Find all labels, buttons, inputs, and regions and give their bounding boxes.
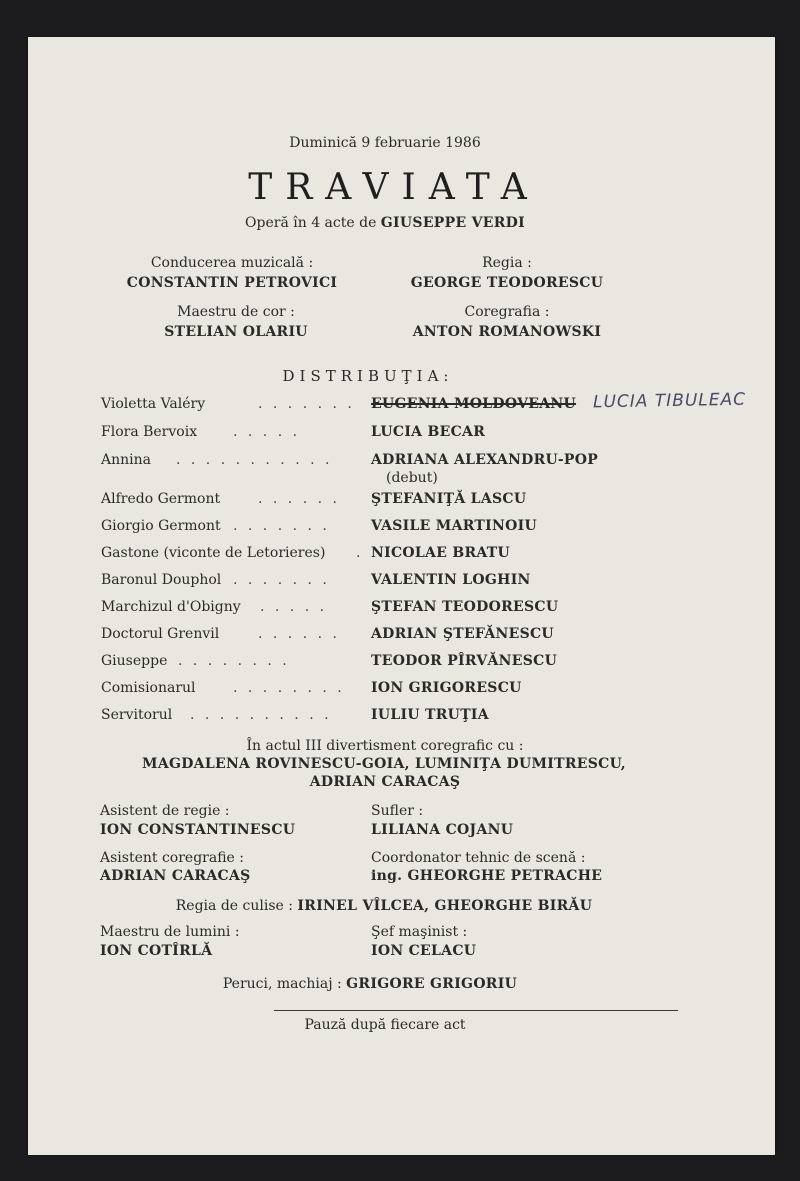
cast-role: Alfredo Germont xyxy=(101,491,221,507)
leader-dots: . . . . . . . xyxy=(233,518,330,534)
leader-dots: . . . . . . . . xyxy=(233,680,345,696)
credit-label: Asistent de regie : xyxy=(100,803,230,819)
credit-label: Coordonator tehnic de scenă : xyxy=(371,850,586,866)
program-sheet xyxy=(28,37,775,1155)
cast-name: ŞTEFAN TEODORESCU xyxy=(371,599,559,615)
cast-name: ADRIANA ALEXANDRU-POP xyxy=(371,452,599,468)
credit-name: ing. GHEORGHE PETRACHE xyxy=(371,868,603,884)
divider-rule xyxy=(274,1010,678,1011)
cast-role: Violetta Valéry xyxy=(101,396,206,412)
divertisment-dancers: MAGDALENA ROVINESCU-GOIA, LUMINIŢA DUMITRESCU, xyxy=(142,756,626,772)
cast-name: NICOLAE BRATU xyxy=(371,545,511,561)
cast-name: IULIU TRUŢIA xyxy=(371,707,489,723)
credit-name: ION CONSTANTINESCU xyxy=(100,822,296,838)
cast-role: Giorgio Germont xyxy=(101,518,221,534)
leader-dots: . . . . . . . . . . . xyxy=(176,452,333,468)
leader-dots: . . . . . . . xyxy=(258,396,355,412)
credit-name: STELIAN OLARIU xyxy=(164,324,308,340)
credit-label: Maestru de lumini : xyxy=(100,924,240,940)
leader-dots: . . . . . . xyxy=(258,491,340,507)
leader-dots: . xyxy=(356,545,364,561)
peruci-name: GRIGORE GRIGORIU xyxy=(346,976,518,992)
credit-name: ION COTÎRLĂ xyxy=(100,943,213,959)
cast-name: ION GRIGORESCU xyxy=(371,680,522,696)
leader-dots: . . . . . xyxy=(260,599,328,615)
cast-name: VALENTIN LOGHIN xyxy=(371,572,531,588)
cast-role: Baronul Douphol xyxy=(101,572,222,588)
credit-name: LILIANA COJANU xyxy=(371,822,514,838)
credit-name: ADRIAN CARACAŞ xyxy=(100,868,251,884)
cast-name: VASILE MARTINOIU xyxy=(371,518,537,534)
subtitle-prefix: Operă în 4 acte de xyxy=(245,215,381,231)
performance-date: Duminică 9 februarie 1986 xyxy=(289,135,481,151)
cast-role: Flora Bervoix xyxy=(101,424,198,440)
debut-note: (debut) xyxy=(386,470,438,486)
cast-name: TEODOR PÎRVĂNESCU xyxy=(371,653,558,669)
cast-role: Comisionarul xyxy=(101,680,196,696)
divertisment-dancers: ADRIAN CARACAŞ xyxy=(309,774,461,790)
leader-dots: . . . . . . . . . . xyxy=(190,707,332,723)
cast-role: Servitorul xyxy=(101,707,173,723)
leader-dots: . . . . . . . . xyxy=(178,653,290,669)
leader-dots: . . . . . xyxy=(233,424,301,440)
credit-label: Sufler : xyxy=(371,803,424,819)
credit-label: Maestru de cor : xyxy=(177,304,295,320)
leader-dots: . . . . . . xyxy=(258,626,340,642)
cast-role: Gastone (viconte de Letorieres) xyxy=(101,545,326,561)
peruci-machiaj xyxy=(223,976,517,992)
credit-name: ANTON ROMANOWSKI xyxy=(412,324,602,340)
credit-name: CONSTANTIN PETROVICI xyxy=(126,275,338,291)
cast-role: Marchizul d'Obigny xyxy=(101,599,241,615)
cast-role: Giuseppe xyxy=(101,653,168,669)
cast-name-struck: EUGENIA MOLDOVEANU xyxy=(371,396,577,412)
composer-name: GIUSEPPE VERDI xyxy=(380,215,525,231)
handwritten-replacement: LUCIA TIBULEAC xyxy=(592,389,747,413)
credit-label: Asistent coregrafie : xyxy=(100,850,244,866)
divertisment-intro: În actul III divertisment coregrafic cu : xyxy=(246,738,524,754)
credit-label: Şef maşinist : xyxy=(371,924,468,940)
footer-note: Pauză după fiecare act xyxy=(304,1017,466,1033)
credit-label: Regia : xyxy=(482,255,532,271)
credit-name: GEORGE TEODORESCU xyxy=(410,275,604,291)
leader-dots: . . . . . . . xyxy=(233,572,330,588)
cast-role: Annina xyxy=(101,452,151,468)
opera-title: TRAVIATA xyxy=(248,167,540,208)
cast-name: LUCIA BECAR xyxy=(371,424,486,440)
credit-name: ION CELACU xyxy=(371,943,477,959)
credit-label: Coregrafia : xyxy=(464,304,550,320)
opera-subtitle xyxy=(245,215,525,231)
cast-heading: DISTRIBUŢIA: xyxy=(282,367,454,385)
cast-name: ADRIAN ŞTEFĂNESCU xyxy=(371,626,554,642)
regia-culise xyxy=(176,898,592,914)
regia-culise-label: Regia de culise : xyxy=(175,898,298,914)
peruci-label: Peruci, machiaj : xyxy=(222,976,347,992)
cast-name: ŞTEFANIŢĂ LASCU xyxy=(371,491,527,507)
credit-label: Conducerea muzicală : xyxy=(150,255,314,271)
regia-culise-names: IRINEL VÎLCEA, GHEORGHE BIRĂU xyxy=(297,898,593,914)
cast-role: Doctorul Grenvil xyxy=(101,626,220,642)
